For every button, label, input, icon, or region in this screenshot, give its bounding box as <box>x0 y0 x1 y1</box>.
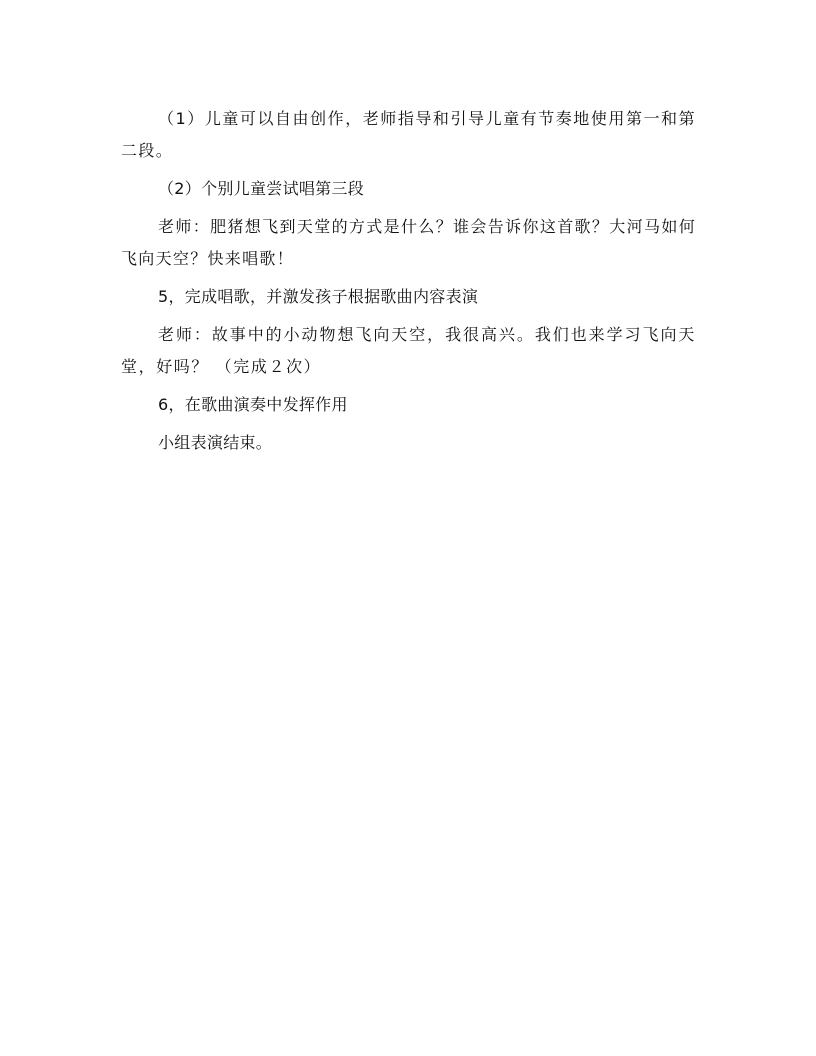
paragraph-teacher-question: 老师：肥猪想飞到天堂的方式是什么？谁会告诉你这首歌？大河马如何飞向天空？快来唱歌！ <box>121 217 696 268</box>
paragraph-step-six: 6，在歌曲演奏中发挥作用 <box>158 395 348 414</box>
paragraph-teacher-invitation: 老师：故事中的小动物想飞向天空，我很高兴。我们也来学习飞向天堂，好吗？ （完成２次） <box>121 325 696 376</box>
paragraph-closing: 小组表演结束。 <box>158 433 273 452</box>
paragraph-third-section: （2）个别儿童尝试唱第三段 <box>158 179 365 198</box>
paragraph-step-five: 5，完成唱歌，并激发孩子根据歌曲内容表演 <box>158 287 479 306</box>
document-body <box>121 103 696 465</box>
paragraph-free-creation: （1）儿童可以自由创作，老师指导和引导儿童有节奏地使用第一和第二段。 <box>121 109 696 160</box>
